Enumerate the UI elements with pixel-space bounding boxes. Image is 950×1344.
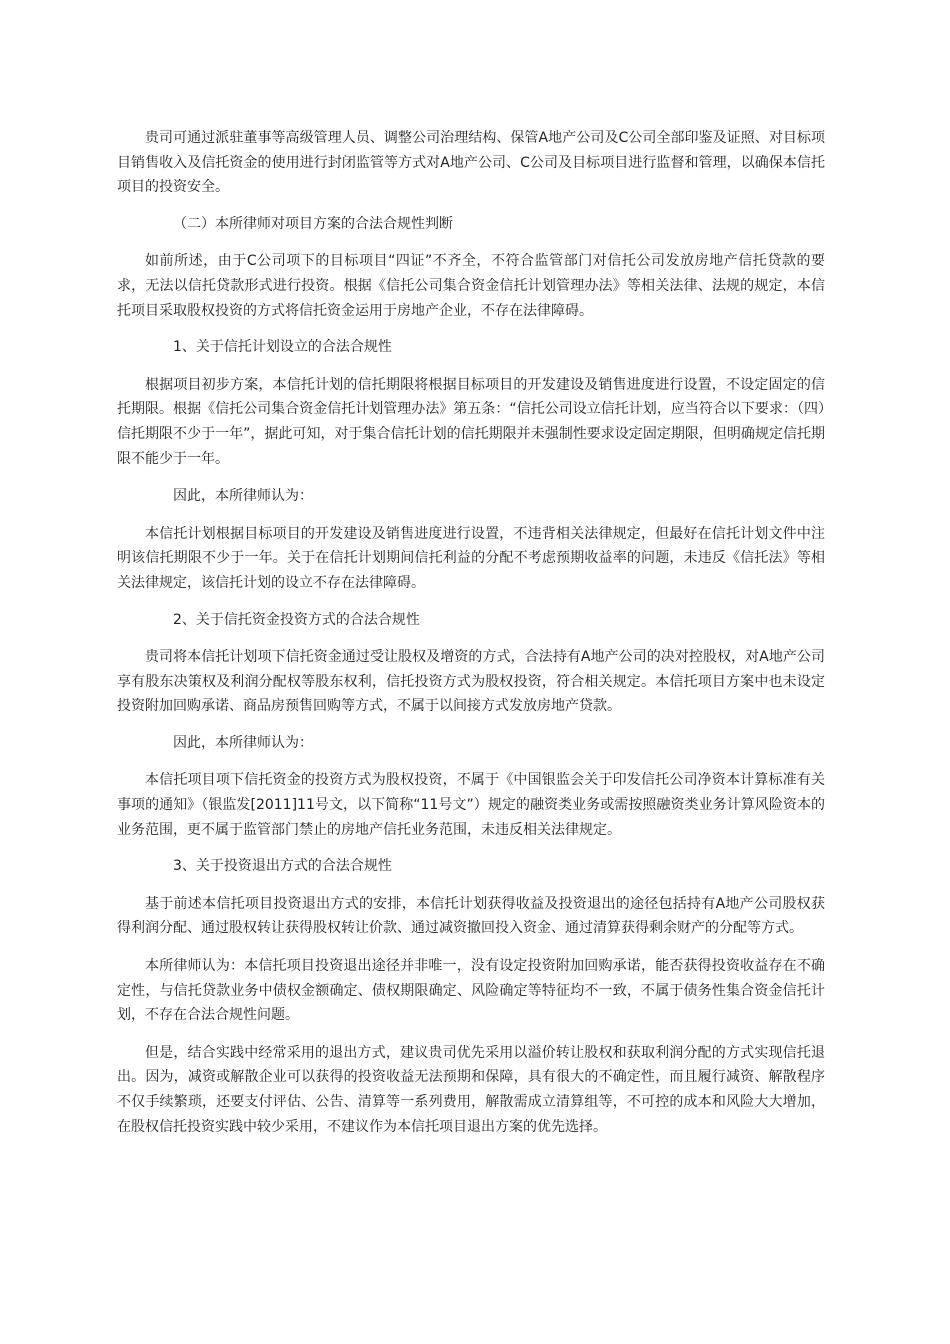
paragraph-recommendation: 但是，结合实践中经常采用的退出方式，建议贵司优先采用以溢价转让股权和获取利润分配的方式实现信托退出。因为，减资或解散企业可以获得的投资收益无法预期和保障，具有很大的不确定性，而且履行减资、解散程序不仅手续繁琐，还要支付评估、公告、清算等一系列费用，解散需成立清算组等，不可控的成本和风险大大增加，在股权信托投资实践中较少采用，不建议作为本信托项目退出方案的优先选择。 [117,1044,825,1135]
subheading-trust-plan-establishment: 1、关于信托计划设立的合法合规性 [173,339,392,356]
section-heading-legality-judgment: （二）本所律师对项目方案的合法合规性判断 [173,215,453,232]
subheading-investment-method: 2、关于信托资金投资方式的合法合规性 [173,611,420,628]
paragraph-conclusion-1: 本信托计划根据目标项目的开发建设及销售进度进行设置，不违背相关法律规定，但最好在信托计划文件中注明该信托期限不少于一年。关于在信托计划期间信托利益的分配不考虑预期收益率的问题，未违反《信托法》等相关法律规定，该信托计划的设立不存在法律障碍。 [117,525,825,591]
document-page [117,126,825,1139]
paragraph-exit-channels: 基于前述本信托项目投资退出方式的安排，本信托计划获得收益及投资退出的途径包括持有A地产公司股权获得利润分配、通过股权转让获得股权转让价款、通过减资撤回投入资金、通过清算获得剩余财产的分配等方式。 [117,895,825,937]
paragraph-conclusion-lead-2: 因此，本所律师认为： [173,734,313,751]
paragraph-lawyer-opinion-exit: 本所律师认为：本信托项目投资退出途径并非唯一，没有设定投资附加回购承诺，能否获得投资收益存在不确定性，与信托贷款业务中债权金额确定、债权期限确定、风险确定等特征均不一致，不属于债务性集合资金信托计划，不存在合法合规性问题。 [117,958,825,1024]
paragraph-conclusion-2: 本信托项目项下信托资金的投资方式为股权投资，不属于《中国银监会关于印发信托公司净资本计算标准有关事项的通知》（银监发[2011]11号文，以下简称“11号文”）规定的融资类业务或需按照融资类业务计算风险资本的业务范围，更不属于监管部门禁止的房地产信托业务范围，未违反相关法律规定。 [117,772,825,838]
subheading-exit-method: 3、关于投资退出方式的合法合规性 [173,858,392,875]
paragraph-conclusion-lead-1: 因此，本所律师认为： [173,488,313,505]
paragraph-equity-investment: 贵司将本信托计划项下信托资金通过受让股权及增资的方式，合法持有A地产公司的决对控股权，对A地产公司享有股东决策权及利润分配权等股东权利，信托投资方式为股权投资，符合相关规定。本信托项目方案中也未设定投资附加回购承诺、商品房预售回购等方式，不属于以间接方式发放房地产贷款。 [117,649,825,715]
paragraph-four-certificates: 如前所述，由于C公司项下的目标项目“四证”不齐全，不符合监管部门对信托公司发放房地产信托贷款的要求，无法以信托贷款形式进行投资。根据《信托公司集合资金信托计划管理办法》等相关法律、法规的规定，本信托项目采取股权投资的方式将信托资金运用于房地产企业，不存在法律障碍。 [117,253,825,319]
paragraph-supervision-measures: 贵司可通过派驻董事等高级管理人员、调整公司治理结构、保管A地产公司及C公司全部印鉴及证照、对目标项目销售收入及信托资金的使用进行封闭监管等方式对A地产公司、C公司及目标项目进行监督和管理，以确保本信托项目的投资安全。 [117,130,825,196]
paragraph-trust-term: 根据项目初步方案，本信托计划的信托期限将根据目标项目的开发建设及销售进度进行设置，不设定固定的信托期限。根据《信托公司集合资金信托计划管理办法》第五条：“信托公司设立信托计划，应当符合以下要求：（四）信托期限不少于一年”，据此可知，对于集合信托计划的信托期限并未强制性要求设定固定期限，但明确规定信托期限不能少于一年。 [117,376,825,467]
